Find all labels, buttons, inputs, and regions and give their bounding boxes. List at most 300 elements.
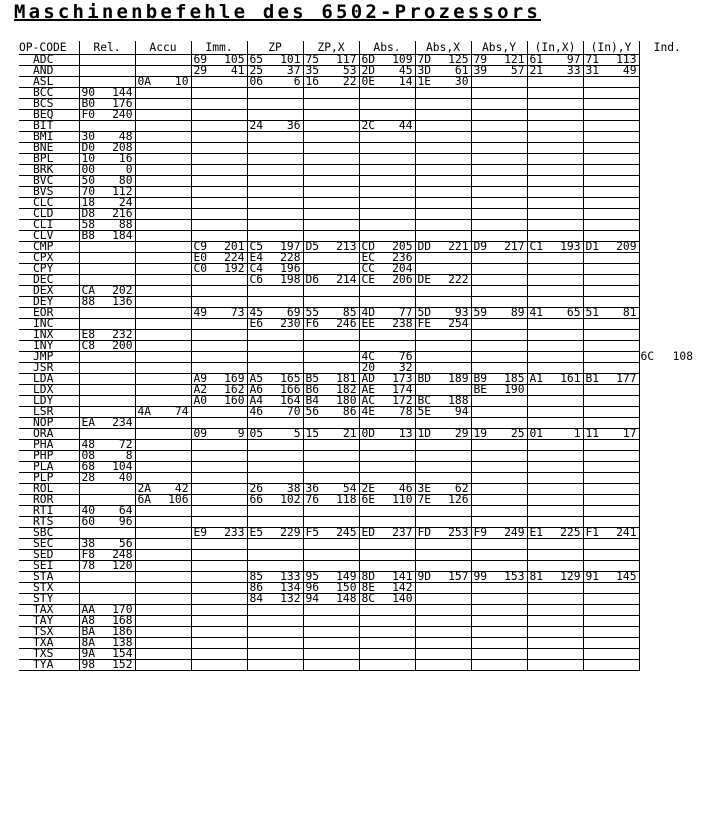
opcode-value-cell: 68 104	[79, 462, 135, 473]
opcode-cell: BRK	[19, 165, 79, 176]
opcode-value-cell	[191, 198, 247, 209]
opcode-value-cell	[527, 594, 583, 605]
opcode-value-cell	[247, 341, 303, 352]
opcode-value-cell	[79, 363, 135, 374]
opcode-value-cell	[135, 583, 191, 594]
opcode-value-cell	[471, 319, 527, 330]
opcode-value-cell: 50 80	[79, 176, 135, 187]
opcode-value-cell	[247, 99, 303, 110]
opcode-value-cell: E9 233	[191, 528, 247, 539]
opcode-value-cell	[191, 341, 247, 352]
opcode-value-cell: 58 88	[79, 220, 135, 231]
opcode-value-cell: 24 36	[247, 121, 303, 132]
table-row	[19, 660, 695, 671]
opcode-value-cell: C0 192	[191, 264, 247, 275]
opcode-cell: CPY	[19, 264, 79, 275]
opcode-value-cell: 21 33	[527, 66, 583, 77]
opcode-cell: LDA	[19, 374, 79, 385]
opcode-value-cell: 65 101	[247, 55, 303, 66]
opcode-value-cell	[191, 473, 247, 484]
opcode-value-cell: 31 49	[583, 66, 639, 77]
opcode-value-cell	[583, 451, 639, 462]
opcode-value-cell	[135, 418, 191, 429]
opcode-value-cell	[135, 374, 191, 385]
opcode-value-cell	[583, 110, 639, 121]
opcode-value-cell: F9 249	[471, 528, 527, 539]
opcode-value-cell	[191, 319, 247, 330]
opcode-value-cell: E8 232	[79, 330, 135, 341]
opcode-value-cell	[247, 198, 303, 209]
opcode-cell: LDX	[19, 385, 79, 396]
opcode-value-cell	[471, 550, 527, 561]
opcode-value-cell	[191, 495, 247, 506]
opcode-value-cell: 2E 46	[359, 484, 415, 495]
opcode-value-cell	[471, 77, 527, 88]
opcode-value-cell	[303, 165, 359, 176]
opcode-value-cell	[471, 132, 527, 143]
opcode-value-cell: 4A 74	[135, 407, 191, 418]
opcode-value-cell	[191, 638, 247, 649]
opcode-value-cell	[639, 605, 695, 616]
opcode-value-cell: B6 182	[303, 385, 359, 396]
opcode-value-cell	[135, 209, 191, 220]
opcode-cell: INX	[19, 330, 79, 341]
opcode-cell: JMP	[19, 352, 79, 363]
opcode-value-cell	[247, 165, 303, 176]
opcode-value-cell	[527, 286, 583, 297]
opcode-value-cell: 7D 125	[415, 55, 471, 66]
opcode-cell: PHA	[19, 440, 79, 451]
opcode-value-cell	[135, 506, 191, 517]
opcode-value-cell	[415, 286, 471, 297]
opcode-value-cell	[191, 484, 247, 495]
opcode-value-cell	[135, 616, 191, 627]
opcode-value-cell	[527, 198, 583, 209]
opcode-value-cell	[135, 231, 191, 242]
opcode-value-cell: AD 173	[359, 374, 415, 385]
opcode-value-cell	[415, 110, 471, 121]
opcode-value-cell: AA 170	[79, 605, 135, 616]
opcode-value-cell: B0 176	[79, 99, 135, 110]
opcode-value-cell: 96 150	[303, 583, 359, 594]
opcode-value-cell	[79, 385, 135, 396]
opcode-value-cell	[191, 572, 247, 583]
opcode-value-cell	[79, 264, 135, 275]
opcode-value-cell	[415, 660, 471, 671]
opcode-value-cell: 2C 44	[359, 121, 415, 132]
opcode-cell: CMP	[19, 242, 79, 253]
opcode-value-cell: 55 85	[303, 308, 359, 319]
opcode-value-cell	[415, 550, 471, 561]
opcode-value-cell	[135, 121, 191, 132]
opcode-value-cell	[359, 440, 415, 451]
opcode-value-cell	[135, 660, 191, 671]
opcode-value-cell	[583, 176, 639, 187]
opcode-value-cell	[79, 572, 135, 583]
opcode-value-cell: CE 206	[359, 275, 415, 286]
opcode-value-cell	[135, 341, 191, 352]
opcode-value-cell	[303, 121, 359, 132]
opcode-value-cell	[359, 616, 415, 627]
opcode-value-cell: 3D 61	[415, 66, 471, 77]
opcode-value-cell	[583, 88, 639, 99]
opcode-value-cell	[527, 473, 583, 484]
opcode-value-cell: F0 240	[79, 110, 135, 121]
opcode-value-cell: E4 228	[247, 253, 303, 264]
opcode-value-cell	[583, 605, 639, 616]
opcode-value-cell: F5 245	[303, 528, 359, 539]
opcode-value-cell: 79 121	[471, 55, 527, 66]
opcode-value-cell: CC 204	[359, 264, 415, 275]
opcode-table	[19, 41, 695, 671]
opcode-value-cell	[135, 440, 191, 451]
opcode-value-cell	[247, 462, 303, 473]
opcode-value-cell	[247, 132, 303, 143]
opcode-value-cell	[359, 286, 415, 297]
opcode-value-cell	[527, 385, 583, 396]
opcode-value-cell	[191, 352, 247, 363]
opcode-value-cell	[639, 495, 695, 506]
opcode-cell: PLA	[19, 462, 79, 473]
column-header-op-code: OP-CODE	[19, 41, 79, 55]
opcode-value-cell	[527, 506, 583, 517]
opcode-value-cell	[415, 165, 471, 176]
opcode-value-cell	[79, 484, 135, 495]
opcode-value-cell	[639, 253, 695, 264]
opcode-value-cell	[135, 55, 191, 66]
table-row	[19, 484, 695, 495]
opcode-value-cell	[583, 275, 639, 286]
opcode-value-cell	[639, 506, 695, 517]
opcode-value-cell	[135, 451, 191, 462]
opcode-cell: BIT	[19, 121, 79, 132]
opcode-value-cell	[527, 264, 583, 275]
opcode-value-cell	[527, 495, 583, 506]
opcode-value-cell	[639, 627, 695, 638]
opcode-value-cell: 81 129	[527, 572, 583, 583]
opcode-value-cell	[359, 506, 415, 517]
opcode-value-cell: 1D 29	[415, 429, 471, 440]
opcode-value-cell	[527, 253, 583, 264]
opcode-value-cell	[303, 462, 359, 473]
opcode-value-cell	[639, 77, 695, 88]
opcode-value-cell	[471, 253, 527, 264]
opcode-value-cell: D8 216	[79, 209, 135, 220]
opcode-value-cell	[415, 539, 471, 550]
opcode-cell: BMI	[19, 132, 79, 143]
opcode-value-cell	[471, 638, 527, 649]
opcode-value-cell	[471, 594, 527, 605]
opcode-value-cell: E1 225	[527, 528, 583, 539]
opcode-value-cell	[415, 649, 471, 660]
opcode-value-cell	[303, 209, 359, 220]
opcode-value-cell	[79, 396, 135, 407]
opcode-value-cell	[527, 440, 583, 451]
opcode-value-cell: AE 174	[359, 385, 415, 396]
opcode-value-cell	[639, 220, 695, 231]
opcode-cell: SBC	[19, 528, 79, 539]
opcode-value-cell	[135, 550, 191, 561]
opcode-value-cell: 9A 154	[79, 649, 135, 660]
opcode-value-cell	[527, 132, 583, 143]
opcode-value-cell: 86 134	[247, 583, 303, 594]
opcode-value-cell	[135, 638, 191, 649]
opcode-value-cell	[191, 110, 247, 121]
opcode-value-cell	[583, 649, 639, 660]
opcode-value-cell: D1 209	[583, 242, 639, 253]
opcode-value-cell	[191, 154, 247, 165]
opcode-cell: BEQ	[19, 110, 79, 121]
opcode-value-cell	[191, 451, 247, 462]
opcode-value-cell	[639, 550, 695, 561]
opcode-value-cell	[583, 341, 639, 352]
opcode-value-cell	[639, 528, 695, 539]
opcode-value-cell	[303, 550, 359, 561]
column-header-imm: Imm.	[191, 41, 247, 55]
opcode-value-cell	[471, 352, 527, 363]
opcode-value-cell: 8C 140	[359, 594, 415, 605]
column-header-rel: Rel.	[79, 41, 135, 55]
opcode-value-cell	[639, 264, 695, 275]
opcode-value-cell	[79, 583, 135, 594]
opcode-value-cell	[471, 198, 527, 209]
opcode-value-cell: 09 9	[191, 429, 247, 440]
opcode-value-cell	[415, 198, 471, 209]
opcode-value-cell: 85 133	[247, 572, 303, 583]
opcode-cell: CLC	[19, 198, 79, 209]
opcode-value-cell: C8 200	[79, 341, 135, 352]
opcode-value-cell: 4E 78	[359, 407, 415, 418]
opcode-value-cell	[303, 330, 359, 341]
opcode-value-cell: 16 22	[303, 77, 359, 88]
opcode-value-cell	[527, 550, 583, 561]
opcode-value-cell	[359, 605, 415, 616]
column-header-zp-x: ZP,X	[303, 41, 359, 55]
opcode-value-cell	[639, 209, 695, 220]
opcode-value-cell	[359, 627, 415, 638]
opcode-value-cell: 8A 138	[79, 638, 135, 649]
opcode-value-cell	[191, 99, 247, 110]
opcode-value-cell	[191, 462, 247, 473]
opcode-value-cell: B1 177	[583, 374, 639, 385]
opcode-value-cell	[639, 638, 695, 649]
opcode-value-cell: B8 184	[79, 231, 135, 242]
opcode-value-cell: 95 149	[303, 572, 359, 583]
opcode-value-cell: 98 152	[79, 660, 135, 671]
opcode-value-cell	[135, 143, 191, 154]
opcode-value-cell	[135, 319, 191, 330]
opcode-value-cell: 4D 77	[359, 308, 415, 319]
opcode-value-cell	[135, 165, 191, 176]
opcode-value-cell: 56 86	[303, 407, 359, 418]
opcode-value-cell	[471, 330, 527, 341]
opcode-value-cell	[527, 451, 583, 462]
opcode-value-cell: 35 53	[303, 66, 359, 77]
opcode-value-cell	[471, 649, 527, 660]
opcode-value-cell	[639, 319, 695, 330]
table-row	[19, 110, 695, 121]
opcode-value-cell	[471, 187, 527, 198]
opcode-value-cell	[191, 330, 247, 341]
opcode-cell: TYA	[19, 660, 79, 671]
opcode-value-cell: CD 205	[359, 242, 415, 253]
opcode-value-cell	[527, 187, 583, 198]
opcode-value-cell	[135, 176, 191, 187]
table-row	[19, 308, 695, 319]
opcode-value-cell	[639, 88, 695, 99]
opcode-value-cell	[135, 286, 191, 297]
opcode-value-cell	[583, 143, 639, 154]
opcode-value-cell	[639, 517, 695, 528]
opcode-value-cell	[415, 627, 471, 638]
opcode-value-cell	[639, 396, 695, 407]
opcode-value-cell: 2D 45	[359, 66, 415, 77]
opcode-value-cell	[471, 451, 527, 462]
opcode-value-cell	[191, 583, 247, 594]
opcode-value-cell	[639, 363, 695, 374]
opcode-value-cell	[527, 627, 583, 638]
opcode-value-cell: EE 238	[359, 319, 415, 330]
opcode-value-cell	[639, 286, 695, 297]
opcode-cell: TSX	[19, 627, 79, 638]
opcode-value-cell	[415, 143, 471, 154]
opcode-value-cell	[527, 275, 583, 286]
opcode-value-cell	[527, 110, 583, 121]
opcode-value-cell	[583, 473, 639, 484]
opcode-cell: BCC	[19, 88, 79, 99]
opcode-value-cell	[471, 473, 527, 484]
opcode-value-cell	[471, 583, 527, 594]
table-row	[19, 264, 695, 275]
opcode-value-cell: B4 180	[303, 396, 359, 407]
opcode-value-cell	[471, 396, 527, 407]
opcode-cell: ROR	[19, 495, 79, 506]
opcode-value-cell: 41 65	[527, 308, 583, 319]
opcode-value-cell	[191, 550, 247, 561]
opcode-value-cell	[303, 88, 359, 99]
opcode-value-cell	[415, 594, 471, 605]
opcode-value-cell: 06 6	[247, 77, 303, 88]
opcode-value-cell	[639, 187, 695, 198]
opcode-value-cell	[247, 616, 303, 627]
opcode-value-cell: C9 201	[191, 242, 247, 253]
opcode-value-cell	[527, 638, 583, 649]
opcode-value-cell: D5 213	[303, 242, 359, 253]
opcode-value-cell	[415, 121, 471, 132]
opcode-value-cell	[583, 253, 639, 264]
opcode-value-cell	[583, 550, 639, 561]
opcode-value-cell	[639, 198, 695, 209]
opcode-value-cell: 26 38	[247, 484, 303, 495]
opcode-value-cell: 05 5	[247, 429, 303, 440]
opcode-value-cell	[583, 627, 639, 638]
opcode-value-cell	[359, 187, 415, 198]
opcode-value-cell	[135, 187, 191, 198]
opcode-value-cell	[527, 330, 583, 341]
table-row	[19, 66, 695, 77]
opcode-value-cell: 40 64	[79, 506, 135, 517]
opcode-value-cell: 8D 141	[359, 572, 415, 583]
opcode-value-cell	[79, 308, 135, 319]
table-row	[19, 473, 695, 484]
opcode-value-cell	[415, 176, 471, 187]
opcode-value-cell	[191, 132, 247, 143]
opcode-value-cell: AC 172	[359, 396, 415, 407]
opcode-value-cell	[639, 165, 695, 176]
opcode-value-cell	[583, 638, 639, 649]
opcode-value-cell	[247, 451, 303, 462]
opcode-value-cell: 76 118	[303, 495, 359, 506]
opcode-value-cell	[191, 539, 247, 550]
opcode-value-cell: F8 248	[79, 550, 135, 561]
opcode-value-cell	[191, 506, 247, 517]
opcode-cell: ROL	[19, 484, 79, 495]
opcode-value-cell	[471, 275, 527, 286]
opcode-value-cell: 2A 42	[135, 484, 191, 495]
opcode-value-cell	[471, 176, 527, 187]
opcode-value-cell: D9 217	[471, 242, 527, 253]
opcode-value-cell: 69 105	[191, 55, 247, 66]
opcode-value-cell	[415, 616, 471, 627]
opcode-value-cell	[359, 209, 415, 220]
opcode-value-cell	[247, 143, 303, 154]
opcode-value-cell: A5 165	[247, 374, 303, 385]
opcode-value-cell	[639, 473, 695, 484]
opcode-value-cell	[415, 187, 471, 198]
opcode-value-cell	[527, 88, 583, 99]
opcode-value-cell	[527, 165, 583, 176]
opcode-value-cell	[471, 165, 527, 176]
opcode-value-cell	[639, 374, 695, 385]
opcode-value-cell	[359, 539, 415, 550]
opcode-cell: TXS	[19, 649, 79, 660]
opcode-value-cell	[583, 165, 639, 176]
opcode-value-cell: 91 145	[583, 572, 639, 583]
opcode-value-cell	[303, 660, 359, 671]
opcode-cell: ASL	[19, 77, 79, 88]
opcode-cell: TAX	[19, 605, 79, 616]
opcode-value-cell	[639, 451, 695, 462]
opcode-value-cell	[583, 187, 639, 198]
opcode-value-cell	[471, 462, 527, 473]
opcode-value-cell: 25 37	[247, 66, 303, 77]
opcode-value-cell: E5 229	[247, 528, 303, 539]
opcode-value-cell	[583, 484, 639, 495]
opcode-value-cell	[471, 286, 527, 297]
opcode-value-cell	[303, 605, 359, 616]
opcode-value-cell: B9 185	[471, 374, 527, 385]
opcode-value-cell: 3E 62	[415, 484, 471, 495]
opcode-value-cell	[583, 77, 639, 88]
opcode-value-cell	[527, 319, 583, 330]
opcode-value-cell	[639, 242, 695, 253]
opcode-value-cell	[471, 264, 527, 275]
opcode-value-cell: ED 237	[359, 528, 415, 539]
opcode-value-cell	[359, 154, 415, 165]
opcode-cell: PHP	[19, 451, 79, 462]
table-row	[19, 154, 695, 165]
opcode-value-cell	[135, 330, 191, 341]
opcode-value-cell	[135, 517, 191, 528]
opcode-value-cell: 11 17	[583, 429, 639, 440]
opcode-value-cell	[303, 451, 359, 462]
opcode-value-cell	[135, 132, 191, 143]
opcode-value-cell: 28 40	[79, 473, 135, 484]
opcode-value-cell	[191, 605, 247, 616]
opcode-cell: SEC	[19, 539, 79, 550]
opcode-value-cell	[471, 440, 527, 451]
opcode-value-cell	[135, 594, 191, 605]
